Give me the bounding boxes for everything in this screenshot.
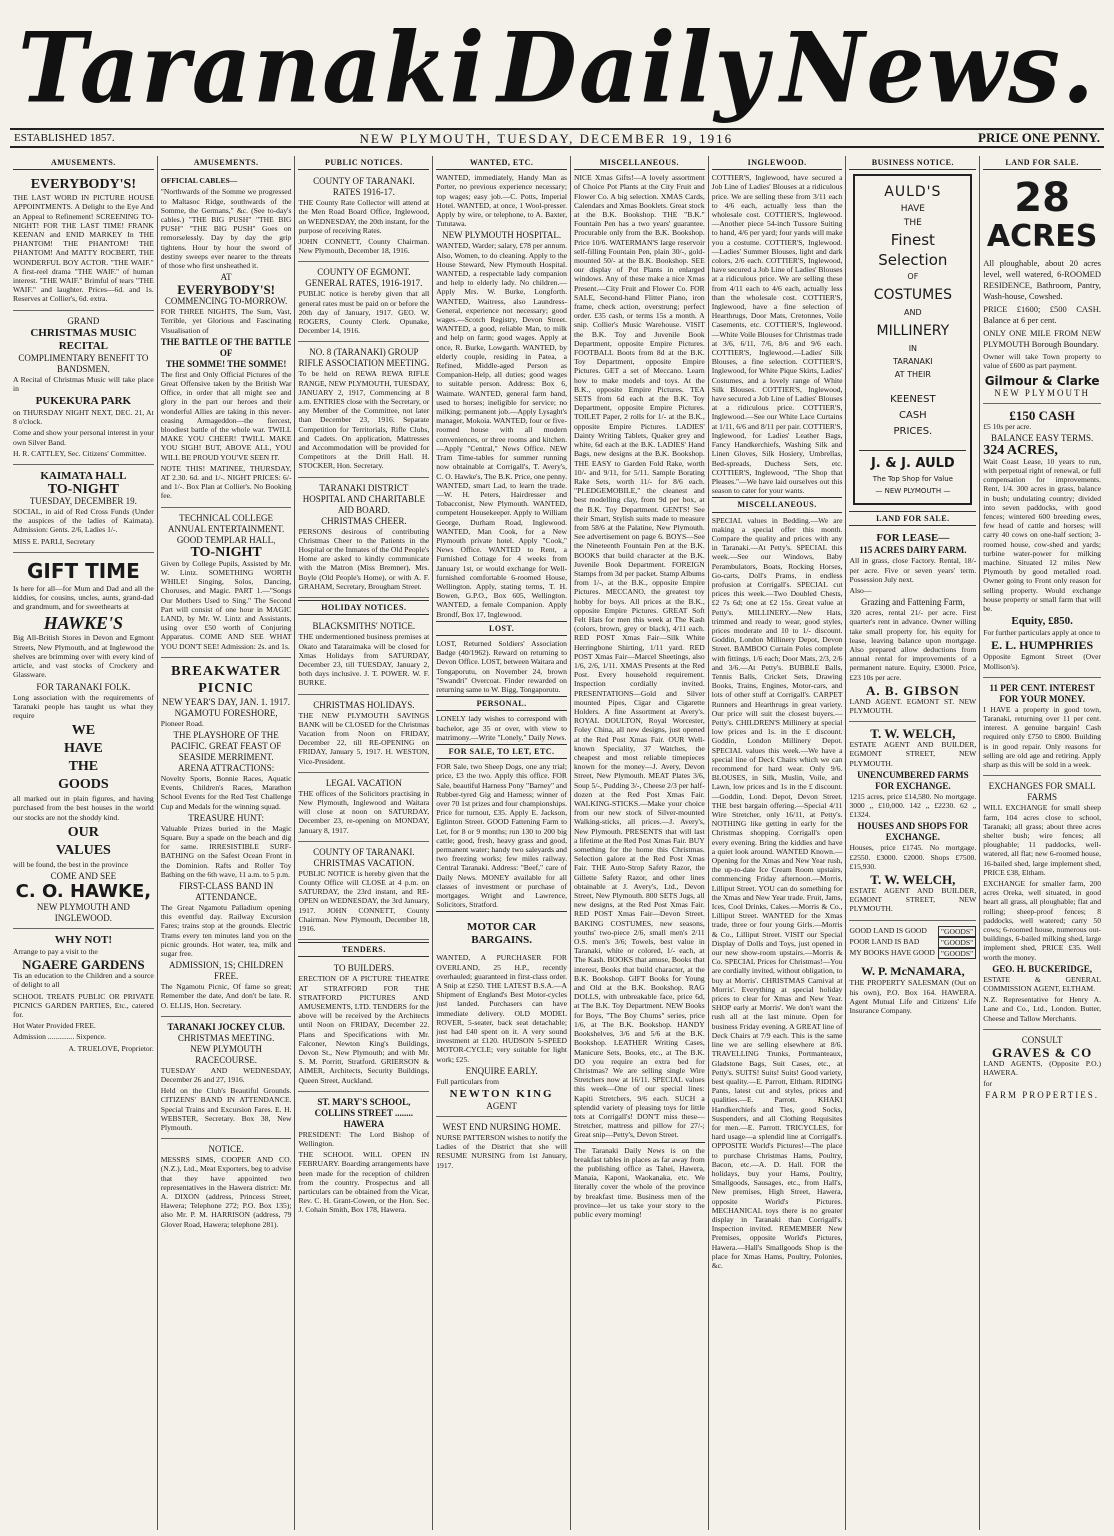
- notice-ad: [161, 1141, 292, 1235]
- motor-ad: [436, 911, 567, 1117]
- notice-title: COUNTY OF TARANAKI.: [313, 846, 415, 857]
- recital-ad: [13, 313, 154, 465]
- notice-title: TO BUILDERS.: [333, 963, 395, 974]
- everybodys-ad: [13, 173, 154, 310]
- ad-text: EXCHANGE for smaller farm, 200 acres Oreka, well situated, in good heart all grass, all ploughable; flat and rolling; sheep-proof fences; 8 paddocks, well watered; carry 50 cows; 6-roomed house, numerous out-buildings, 6-bailed milking shed, large implement shed, PRICE £35. Well worth the money.: [983, 878, 1101, 962]
- ad-title: MOTOR CAR BARGAINS.: [467, 921, 537, 947]
- ad-title: AULD'S: [884, 184, 942, 201]
- ad-text: I HAVE a property in good town, Taranaki, returning over 11 per cent. interest. A genuine bargain! Cash required only £750 to £800. Building is in good repair. Only reasons for selling are old age and retiring. Apply sharp as this will be sold in a week.: [983, 704, 1101, 770]
- masthead: [10, 8, 1104, 128]
- ad-at: AT: [220, 272, 232, 283]
- ad-when: on THURSDAY NIGHT NEXT, DEC. 21, At 8 o'clock.: [13, 408, 154, 427]
- agent-address: ESTATE AGENT AND BUILDER, EGMONT STREET, NEW PLYMOUTH.: [849, 740, 977, 768]
- notice-text: THE offices of the Solicitors practising in New Plymouth, Inglewood and Waitara will close at noon on SATURDAY, December 23, re-opening on MONDAY, January 8, 1917.: [298, 788, 430, 835]
- ad-text: The Great Ngamotu Palladium opening this eventful day. Railway Excursion Fares; trains stop at the grounds. Electric Trams every ten minutes land you on the picnic grounds. Hot water, tea, milk and sugar free.: [160, 902, 292, 958]
- ad-text: Hot Water Provided FREE.: [13, 1021, 96, 1031]
- ad-text: 320 acres, rental 21/- per acre. First quarter's rent in advance. Owner willing take small property for, his equity for lease, leaving balance upon mortgage. Also prepared allow deductions from annual rental for improvements of a permanent nature. Equity, £3000. Price, £23 10s per acre.: [849, 608, 977, 682]
- section-head: MISCELLANEOUS.: [712, 497, 843, 512]
- ad-line: Selection: [878, 251, 948, 270]
- agent-name: GEO. H. BUCKERIDGE,: [992, 963, 1092, 974]
- agent-name: T. W. WELCH,: [870, 872, 956, 888]
- column-head: PUBLIC NOTICES.: [298, 158, 429, 170]
- goods-row: [849, 926, 976, 937]
- slogan-our: OUR: [67, 824, 99, 840]
- ad-text: WANTED, A PURCHASER FOR OVERLAND, 25 H.P., recently overhauled; guaranteed in first-class order. A Snip at £250. THE LATEST B.S.A.—A Shipment of England's Best Motor-cycles just landed. Purchasers can have immediate delivery. OLD MODEL ROVER, 5-seater, back seat detachable; just had £40 spent on it. A very sound investment at £120. HUDSON 5-SPEED MOTOR-CYCLE; very suitable for light work; £25.: [436, 953, 567, 1064]
- nursing-ad: [436, 1119, 567, 1176]
- gibson-ad: [849, 529, 976, 722]
- venue: NGAMOTU FORESHORE,: [174, 707, 278, 718]
- notice-title: ST. MARY'S SCHOOL, COLLINS STREET ........ HAWERA: [314, 1096, 414, 1129]
- classified-text: LONELY lady wishes to correspond with bachelor, age 35 or over, with view to matrimony.—Write "Lonely," Daily News.: [436, 714, 567, 742]
- masthead-word-2: Daily: [497, 11, 770, 125]
- ad-title: NGAERE GARDENS: [22, 957, 145, 973]
- ad-title: BREAKWATER PICNIC: [171, 663, 282, 696]
- agent-name: NEWTON KING: [449, 1088, 554, 1101]
- ngaere-ad: [13, 931, 154, 1059]
- ad-text: for: [983, 1079, 993, 1089]
- ad-subtitle: Grazing and Fattening Farm,: [860, 597, 965, 608]
- notice-title: CHRISTMAS HOLIDAYS.: [313, 699, 415, 710]
- goods-line: GOOD LAND IS GOOD: [849, 925, 927, 935]
- somme-ad: [161, 173, 292, 507]
- notice-subtitle: GENERAL RATES, 1916-1917.: [305, 278, 423, 289]
- column-head: BUSINESS NOTICE.: [849, 158, 976, 170]
- ad-text: £5 10s per acre.: [983, 421, 1032, 431]
- ad-text: Pioneer Road.: [160, 718, 204, 728]
- agent-title: AGENT: [486, 1101, 517, 1112]
- ad-signature: A. TRUELOVE, Proprietor.: [68, 1043, 154, 1053]
- ad-text: Given by College Pupils, Assisted by Mr. W. Lintz. SOMETHING WORTH WHILE! Singing, Solos, Dancing, Choruses, and Magic. PART 1.—"Songs Our Mothers Used to Sing." The Second Part will consist of one hour in MAGIC LAND, by Mr. W. Lintz and Assistants, using over £50 worth of Conjuring Apparatus. COME AND SEE WHAT YOU DON'T SEE! Admission: 2s. and 1s.: [160, 558, 292, 651]
- ad-title: 324 ACRES,: [983, 442, 1058, 458]
- classified-text: WANTED, Warder; salary, £78 per annum. Also, Women, to do cleaning. Apply to the House Steward, New Plymouth Hospital. WANTED, a respectable lady companion and help to elderly lady. No children.—Apply Mrs. W. Burke, Longforth. WANTED, Waitress, also Laundress-General, experience not necessary; good wages.—Scotch Registry, Devon Street. WANTED, a good, reliable Man, to milk and help on farm; good wages. Apply at once, R. Burke, Lowgarth. WANTED, by elderly couple, residing in Patea, a Refined, Middle-aged Person as Companion-Help, all duties; good wages to suitable person. Address: Box 6, Waimate. WANTED, general farm hand, used to horses; ineligible for service; no milking; permanent job.—Apply Lysaght's manager, Mokoia. WANTED, four or five-roomed house with all modern conveniences, or three rooms and kitchen.—Apply "Central," News Office. NEW Tram Time-tables for summer running now obtainable at Corrigall's, T. Avery's, C. O. Hawke's, The B.K. Price, one penny. WANTED, smart Lad, to learn the trade.—W. H. Peters, Hairdresser and Tobacconist, New Plymouth. WANTED, competent Housekeeper. Apply to William George, Durham Road, Inglewood. WANTED, Man Cook, for a New Plymouth private hotel. Apply "Cook," News Office. WANTED to Rent, a Furnished Cottage for 4 weeks from January 1st, or would exchange for Well-furnished comfortable 6-roomed House, Wellington. Apply, stating terms, T. H. Bowen, G.P.O., Box 605, Wellington. WANTED, a female Companion. Apply Brondf, Box 17, Inglewood.: [436, 241, 567, 619]
- column-wanted: [433, 156, 571, 1530]
- store-name: HAWKE'S: [43, 613, 124, 634]
- welch-ad: [849, 724, 976, 920]
- ad-title: TO-NIGHT: [47, 482, 120, 498]
- notice-signature: JOHN CONNETT, County Chairman. New Plymouth, December 18, 1916.: [298, 237, 430, 256]
- slogan-goods: GOODS: [58, 777, 109, 793]
- auld-ad: [853, 174, 972, 505]
- ad-text: Valuable Prizes buried in the Magic Square. Buy a spade on the beach and dig for same. IRRESISTIBLE SURF-BATHING on the Safest Ocean Front in the Dominion. Rafts and Roller Toy Bathing on the 6th wave, 11 a.m. to 5 p.m.: [160, 823, 292, 879]
- notice-title: TARANAKI DISTRICT HOSPITAL AND CHARITABLE AID BOARD.: [302, 482, 425, 515]
- buckeridge-ad: [983, 778, 1101, 1029]
- notice-text: THE SCHOOL WILL OPEN IN FEBRUARY. Boarding arrangements have been made for the reception of children from the country. Prospectus and all particulars can be obtained from the Vicar, Rev. C. H. Grant-Cowen, or the Hon. Sec. J. Cohain Smith, Box 178, Hawera.: [298, 1150, 430, 1215]
- ad-signature: The Ngamotu Picnic, Of fame so great; Remember the date, And don't be late. R. O. ELLIS, Hon. Secretary.: [160, 982, 292, 1010]
- acreage-number: 28: [1014, 175, 1070, 222]
- ad-kicker: GRAND: [67, 315, 100, 326]
- agent-address: ESTATE AGENT AND BUILDER, EGMONT STREET, NEW PLYMOUTH.: [849, 886, 977, 914]
- column-amusements-1: [10, 156, 158, 1530]
- notice-title: COUNTY OF EGMONT.: [317, 267, 411, 278]
- ad-title: FOR LEASE—: [876, 532, 950, 545]
- daily-news-notice: The Taranaki Daily News is on the breakfast tables in places as far away from the publishing office as Tahei, Hawera, Manaia, Kaponi, Waokanaka, etc. We literally cover the whole of the province by breakfast time. Business men of the province—let us take your story to the public every morning!: [574, 1142, 705, 1220]
- ad-text: Held on the Club's Beautiful Grounds. CITIZENS' BAND IN ATTENDANCE. Special Trains and Excursion Fares. E. H. WEBSTER, Secretary. Box 38, New Plymouth.: [160, 1086, 292, 1132]
- ad-text: SCHOOL TREATS PUBLIC OR PRIVATE PICNICS GARDEN PARTIES, Etc., catered for.: [13, 991, 154, 1019]
- ad-signature: MISS E. PARLI, Secretary: [13, 536, 95, 546]
- ad-text: Tis an education to the Children and a source of delight to all: [13, 971, 154, 990]
- ad-line: AND: [904, 308, 922, 318]
- ad-title: NOTICE.: [208, 1144, 244, 1155]
- notice-text: THE County Rate Collector will attend at the Men Road Board Office, Inglewood, on WEDNESDAY, the 20th instant, for the purpose of receiving Rates.: [298, 198, 430, 235]
- ad-subtitle: COMMENCING TO-MORROW.: [164, 296, 288, 307]
- ad-kicker: CONSULT: [1021, 1034, 1063, 1045]
- ad-line: IN: [908, 344, 918, 354]
- notice-text: PUBLIC notice is hereby given that all general rates must be paid on or before the 20th day of January, 1917. GEO. W. ROGERS, County Clerk. Opunake, December 14, 1916.: [298, 289, 430, 336]
- section-head: LOST.: [436, 621, 567, 636]
- slogan-values: VALUES: [55, 842, 111, 858]
- venue: GOOD TEMPLAR HALL,: [176, 534, 276, 545]
- dateline: [10, 128, 1104, 148]
- ad-subtitle: FOR TARANAKI FOLK.: [36, 681, 131, 692]
- ad-text: SOCIAL, in aid of Red Cross Funds (Under the auspices of the ladies of Kaimata). Admission: Gents. 2/6, Ladies 1/-.: [13, 507, 154, 535]
- ad-text: Full particulars from: [436, 1076, 500, 1086]
- agent-name: W. P. McNAMARA,: [861, 964, 965, 979]
- column-head: INGLEWOOD.: [712, 158, 843, 170]
- technical-ad: [161, 510, 292, 658]
- column-head: WANTED, ETC.: [436, 158, 567, 170]
- goods-line: POOR LAND IS BAD: [849, 936, 920, 946]
- ad-text: will be found, the best in the province: [13, 859, 129, 869]
- acreage-unit: ACRES: [986, 219, 1098, 255]
- ad-line: AT THEIR: [894, 370, 931, 380]
- notice-rifle: [298, 344, 429, 477]
- ad-text: Come and show your personal interest in your own Silver Band.: [13, 428, 154, 447]
- classified-text: FOR Sale, two Sheep Dogs, one any trial; price, £3 the two. Apply this office. FOR Sale, beautiful Harness Pony "Barney" and Rubber-tyred Gig and Harness; winner of over 70 1st prizes and four championships. Price for turnout, £35. Apply E. Jackson, Eglinton Street. GOOD Fattening Farm to Let, for 8 or 9 months; run 130 to 200 big cattle; good, fresh, heavy grass and good, permanent water; handy two saleyards and two freezing works; few miles railway. Central Taranaki. Address: "Beef," care of Daily News. MONEY available for all classes of investment or purchase of mortgages. Wright and Lawrence, Solicitors, Stratford.: [436, 762, 567, 910]
- ad-admission: ADMISSION, 1S; CHILDREN FREE.: [168, 960, 284, 982]
- ad-subtitle: TECHNICAL COLLEGE ANNUAL ENTERTAINMENT.: [168, 512, 285, 534]
- notice-text: ERECTION OF A PICTURE THEATRE AT STRATFORD FOR THE STRATFORD PICTURES AND AMUSEMENTS, LTD. TENDERS for the above will be received by the Architects until Noon on FRIDAY, December 22. Plans and Specifications with Mr. Falconer, Newton King's Buildings, Devon St., New Plymouth; and with Mr. S. M. Porritt, Stratford. GRIERSON & AIMER, Architects, Security Buildings, Queen Street, Auckland.: [298, 974, 430, 1085]
- section-head: HOLIDAY NOTICES.: [298, 600, 429, 615]
- ad-text: All ploughable, about 20 acres level, well watered, 6-ROOMED RESIDENCE, Bathroom, Pantry, Wash-house, Cowshed.: [983, 258, 1101, 302]
- ad-text: THE LAST WORD IN PICTURE HOUSE APPOINTMENTS. A Delight to the Eye And an Appeal to Refinement! SCREENING TO-NIGHT! FOR THE LAST TIME! FRANK KEENAN and ENID MARKEY In THE PHANTOM! THE PHANTOM! THE PHANTOM! And MATTY ROCBERT, THE WONDERFUL BOY ACTOR. "THE WAIF." A first-reel drama "THE WAIF." of human interest. "THE WAIF." Brimful of tears "THE WAIF." and laughter. Prices—6d. and 1s. Reserves at Collier's, 6d. extra.: [13, 193, 154, 304]
- jockey-ad: [161, 1019, 292, 1139]
- notice-subtitle: CHRISTMAS VACATION.: [313, 857, 415, 868]
- store-name: J. & J. AULD: [859, 450, 966, 473]
- price: PRICE ONE PENNY.: [978, 130, 1100, 145]
- ad-date: NEW YEAR'S DAY, JAN. 1. 1917.: [162, 696, 291, 707]
- ad-place: NEW PLYMOUTH AND INGLEWOOD.: [36, 901, 130, 923]
- notice-subtitle: CHRISTMAS CHEER.: [321, 515, 407, 526]
- notice-tender: [298, 960, 429, 1091]
- ad-text: Novelty Sports, Bonnie Races, Aquatic Events, Children's Races, Marathon School Events for the Red Test Challenge Cup and Medals for the winning squad.: [160, 773, 292, 811]
- established: ESTABLISHED 1857.: [14, 132, 115, 144]
- place-date: NEW PLYMOUTH, TUESDAY, DECEMBER 19, 1916: [359, 130, 734, 146]
- ad-subtitle: THE PLAYSHORE OF THE PACIFIC. GREAT FEAST OF SEASIDE MERRIMENT.: [170, 729, 282, 762]
- store-slogan: The Top Shop for Value: [872, 475, 953, 484]
- ad-title: WEST END NURSING HOME.: [442, 1122, 561, 1133]
- ad-title: GIFT TIME: [26, 558, 140, 583]
- ad-text: NOTE THIS! MATINEE, THURSDAY, AT 2.30. 6d. and 1/-. NIGHT PRICES: 6/- and 1/-. Box Plan at Collier's. No Booking fee.: [160, 463, 292, 501]
- ad-text: "Northwards of the Somme we progressed to Maltasoc Ridge, southwards of the Somme, the Germans," &c. (See to-day's cables.) "THE BIG PUSH" "THE BIG PUSH" "THE BIG PUSH" Goes on remorselessly. Day by day the grip tightens. Hour by hour the sword of destiny sweeps ever nearer to the threats of those who first unsheathed it.: [160, 187, 292, 271]
- ad-line: TARANAKI: [893, 357, 933, 367]
- ad-kicker: WHY NOT!: [54, 933, 113, 946]
- column-amusements-2: [158, 156, 296, 1530]
- notice-subtitle: PRESIDENT: The Lord Bishop of Wellington.: [298, 1129, 430, 1149]
- classified-text: NICE Xmas Gifts!—A lovely assortment of Choice Pot Plants at the City Fruit and Flower Co. A big selection. XMAS Cards, Calendars and Xmas Booklets. Great stock at the B.K. Bookshop. THE "B.K." Fountain Pen has a two years' guarantee. Procurable only from the B.K. Bookshop. Price 10/6. WATERMAN'S large reservoir self-filling Fountain Pen, plain 30/-, gold-mounted 50/- at the B.K. Bookshop. SEE our display of Pot Plants in enlarged windows. Any of these make a nice Xmas Present.—City Fruit and Flower Co. FOR SALE, Second-hand Flitter Piano, iron frame, check action, overstrung; perfect order. £35 cash, or terms 15s a month. A snip. Collier's Music Warehouse. VISIT the B.K. Toy and Juvenile Book Department, opposite Empire Pictures. FOOTBALL Boots from 8d at the B.K. Toy Department, opposite Empire Pictures. GET a set of Meccano. Learn how to make models and toys. At the B.K., opposite Empire Pictures. TEA SETS from 6d each at the B.K. Toy Department, opposite Empire Pictures. TOILET Paper, 2 rolls for 1/- at the B.K., opposite Empire Pictures. LADIES' Dainty Writing Tablets, Quaker grey and white, 6d each at the B.K. LADIES' Hand Bags, new designs at the B.K. Bookshop. THE EASY to Garden Fold Rake, worth 10/- and 9/11, for 5/11. Sample Borating Rake Sets, worth 11/- for 8/6 each. "PLEDGEMOBILE," the cleanest and best modelling clay, from 9d per box, at the B.K. Toy Department. GENTS! See their Smart, Stylish suits made to measure from 58/6 at the Palatine, New Plymouth. See advertisement on page 6. BOYS—See the Nineteenth Fountain Pen at the B.K. BOOKS that build character at the B.K. Juvenile Book Department. FOREIGN Stamps from 3d per packet. Stamp Albums from 1/-, at the B.K., opposite Empire Pictures. MECCANO, the greatest toy hobby for boys. All prices at the B.K., opposite Empire Pictures. GREAT Soft Felt Hats for men this week at The Kash (colors, brown, grey or black), 4/11 each. RED POST Xmas Fair—Silk White Herringbone Shirting, 1/11 yard. RED POST Xmas Fair—Marcel Sheetings, also 1/6, 2/6, 1/11. XMAS Presents at the Red Post. Every household requirement. Inspection cordially invited. PRESENTATIONS—Gold and Silver mounted Pipes, Cigar and Cigarette Holders. A fine Assortment at Avery's. ROYAL DOULTON, Royal Worcester, Foley China, all new designs, just opened at the Red Post Xmas Fair. OUR Well-known Speciality, 37 Watches, the cheapest and most reliable timepieces known for the money—J. Avery, Devon Street, New Plymouth. MEAT Plates 3/6, Soup 5/-, Pudding 3/-, Cheese 2/3 per half-dozen at the Red Post Xmas Fair. WALKING-STICKS.—Make your choice from our new stock of Silver-mounted Walking-sticks, all prices.—J. Avery's, New Plymouth. PRESENTS that will last a lifetime at the Red Post Xmas Fair. BUY something for the home this Christmas. Selection galore at the Red Post Xmas Fair. THE Auto-Strop Safety Razor, the Gillette Safety Razor, and other lines obtainable at J. Avery's, Ltd., Devon Street, New Plymouth. 800 SETS Jugs, all new designs, at the Red Post Xmas Fair. RED POST Xmas Fair—Devon Street. BAKING COSTUMES, new seasons, youths' two-piece 2/6, small men's 2/11 O.S. men's 3/6; Towels, best value in Taranaki, white or colored, 1/- each, at The Kash. BOOKS that amuse, Books that interest, Books that build character, at the B.K. Bookshop. GIFT Books for Young and Old at the B.K. Bookshop. RAG DOLLS, with unbreakable face, price 6d, at The B.K. Toy Department. NEW Books for Boys, "The Boy Chums" series, price 1/6, at The B.K. Bookshop. HANDY Bookshelves, 3/6 and 5/6 at the B.K. Bookshop. LEATHER Writing Cases, Manicure Sets, Books, etc., at The B.K. DO you require an extra bed for Christmas? We are selling single Wire Stretchers now at 16/11. SPECIAL values this week—One of our special lines: Kapiti Stretchers, 9/6 each. SUCH a splendid variety of pleasing toys for little tots at Corrigall's! DON'T miss these—Stretcher, mattress and pillow for 27/-; Great snip—Petty's, Devon Street.: [573, 173, 705, 1140]
- masthead-word-3: News.: [780, 11, 1096, 125]
- ad-text: WILL EXCHANGE for small sheep farm, 104 acres close to school, Taranaki; all grass; about three acres shelter bush; wire fences; all ploughable; 11 paddocks, well-watered, all flat; new 6-roomed house, 16-bailed shed, large implement shed, PRICE £38, Eltham.: [983, 803, 1101, 877]
- goods-word: "GOODS": [938, 948, 976, 959]
- ad-text: FOR THREE NIGHTS, The Sum, Vast, Terrible, yet Glorious and Fascinating Visualisation of: [160, 307, 292, 335]
- slogan-have: HAVE: [64, 741, 103, 757]
- ad-subtitle: ENQUIRE EARLY.: [465, 1065, 538, 1076]
- notice-text: THE undermentioned business premises at Okato and Tataraimaka will be closed for Xmas Holidays from SATURDAY, December 23, till TUESDAY, January 2, both days inclusive. J. T. POWER. W. F. BURKE.: [298, 632, 430, 688]
- notice-subtitle: RATES 1916-17.: [332, 187, 395, 198]
- ad-title: TARANAKI JOCKEY CLUB.: [167, 1021, 285, 1032]
- venue: KAIMATA HALL: [40, 470, 127, 483]
- notice-text: PUBLIC NOTICE is hereby given that the County Office will CLOSE at 4 p.m. on SATURDAY, the 23rd instant, and RE-OPEN on WEDNESDAY, the 3rd January, 1917. JOHN CONNETT, County Chairman. New Plymouth, December 18, 1916.: [298, 868, 430, 933]
- ad-text: Is here for all—for Mum and Dad and all the kiddies, for cousins, uncles, aunts, grand-dad and grandmum, and for sweethearts at: [13, 583, 154, 612]
- ad-line: MILLINERY: [876, 323, 950, 340]
- notice-egmont: [298, 264, 429, 342]
- ad-text: MESSRS SIMS, COOPER AND CO. (N.Z.), Ltd., Meat Exporters, beg to advise that they have appointed two representatives in the Hawera district: Mr. A. DIXON (address, Princess Street, Hawera; Telephone 272; P.O. Box 135); also Mr. P. M. HARRISON (address, 79 Glover Road, Hawera; telephone 281).: [160, 1155, 292, 1229]
- agent-title: ESTATE & GENERAL COMMISSION AGENT, ELTHAM.: [983, 974, 1101, 993]
- column-business: [846, 156, 980, 1530]
- masthead-word-1: Taranaki: [18, 11, 487, 125]
- ad-subtitle: TREASURE HUNT:: [188, 812, 265, 823]
- notice-text: To be held on REWA REWA RIFLE RANGE, NEW PLYMOUTH, TUESDAY, JANUARY 2, 1917, Commencing at 8 a.m. ENTRIES close with the Secretary, or any Member of the Committee, not later than December 23, 1916. Separate Competition for Territorials, Rifle Clubs, and Cadets. On application, Mattresses and Accommodation will be provided for Competitors at the Drill Hall. H. STOCKER, Hon. Secretary.: [298, 369, 430, 471]
- notice-title: LEGAL VACATION: [325, 777, 402, 788]
- agent-address: THE PROPERTY SALESMAN (Out on his own), P.O. Box 164. HAWERA. Agent Mutual Life and Citizens' Life Insurance Company.: [849, 978, 977, 1015]
- ad-text: N.Z. Representative for Henry A. Lane and Co., Ltd., London. Butter, Cheese and Tallow Merchants.: [983, 995, 1101, 1023]
- ad-title: CHRISTMAS MUSIC RECITAL: [30, 326, 137, 352]
- ad-text: The first and Only Official Pictures of the Great Offensive taken by the British War Office, in order that all might see and glory in the part our heroes and their wonderful Allies are taking in this never-ceasing Armageddon—the fiercest, bloodiest battle of the whole war. TWILL MAKE YOU CHEER! TWILL MAKE YOU SIGH! BUT, ABOVE ALL, YOU WILL BE PROUD YOU'VE SEEN IT.: [160, 369, 292, 462]
- ad-line: COSTUMES: [873, 287, 952, 304]
- ad-title: TO-NIGHT: [190, 544, 262, 560]
- agent-name: GRAVES & CO: [991, 1044, 1093, 1060]
- ad-line: PRICES.: [893, 426, 933, 438]
- ad-price: PRICE £1600; £500 CASH. Balance at 6 per cent.: [983, 304, 1101, 326]
- ad-subtitle: BALANCE EASY TERMS.: [990, 432, 1094, 443]
- ad-title: EVERYBODY'S!: [30, 177, 137, 193]
- ad-text: Owner will take Town property to value of £600 as part payment.: [983, 352, 1101, 371]
- ad-subtitle: ARENA ATTRACTIONS:: [177, 762, 275, 773]
- ad-text: Houses, price £1745. No mortgage. £2550. £3000. £2000. Shops £7500. £15,930.: [849, 843, 977, 871]
- notice-legal: [298, 775, 429, 842]
- ad-date: TUESDAY AND WEDNESDAY, December 26 and 27, 1916.: [160, 1065, 292, 1084]
- classified-heading: NEW PLYMOUTH HOSPITAL.: [442, 230, 562, 241]
- ad-kicker: OFFICIAL CABLES—: [160, 176, 238, 186]
- notice-county-vacation: [298, 844, 429, 940]
- ad-subtitle: FIRST-CLASS BAND IN ATTENDANCE.: [179, 880, 274, 902]
- agent-name: A. B. GIBSON: [866, 682, 960, 698]
- agent-name: Gilmour & Clarke: [984, 373, 1100, 388]
- ad-text: ONLY ONE MILE FROM NEW PLYMOUTH Borough Boundary.: [983, 328, 1101, 350]
- acres-324-ad: [983, 406, 1101, 678]
- ad-title: EVERYBODY'S!: [177, 282, 275, 298]
- column-inglewood: [709, 156, 847, 1530]
- ad-battle: THE BATTLE OF THE BATTLE OF: [160, 336, 292, 358]
- notice-savings: [298, 697, 429, 773]
- ad-equity: Equity, £850.: [1011, 615, 1073, 628]
- goods-line: MY BOOKS HAVE GOOD: [849, 948, 935, 958]
- columns: [10, 156, 1104, 1530]
- column-public-notices: [295, 156, 433, 1530]
- graves-ad: [983, 1032, 1101, 1106]
- ad-subtitle: UNENCUMBERED FARMS FOR EXCHANGE.: [857, 769, 969, 791]
- notice-title: COUNTY OF TARANAKI.: [313, 176, 415, 187]
- classified-text: LOST, Returned Soldiers' Association Badge (40/1962). Reward on returning to Devon Office. LOST, between Waitara and Tongaporutu, on November 24, brown "Swandri" Overcoat. Finder rewarded on returning same to W. Bigg, Tongaporutu.: [436, 638, 567, 694]
- goods-row: [849, 937, 976, 948]
- agent-name: E. L. HUMPHRIES: [991, 638, 1094, 653]
- agent-name: T. W. WELCH,: [870, 726, 956, 742]
- notice-blacksmiths: [298, 618, 429, 694]
- notice-text: THE NEW PLYMOUTH SAVINGS BANK will be CLOSED for the Christmas Vacation from Noon on FRIDAY, December 22, till RE-OPENING on FRIDAY, January 5, 1917. H. WESTON, Vice-President.: [298, 710, 430, 766]
- ad-title: £150 CASH: [1009, 407, 1075, 423]
- ad-text: Wait Coast Lease, 10 years to run, with perpetual right of renewal, or full compensation for improvements. Rent, 1/4. 300 acres in grass, balance in bush; undulating country; divided into seven paddocks, with good fences; wintered 600 breeding ewes, few head of cattle and horses; will carry 40 cows on one-half section; 3-roomed house, cow-shed and yards; turbine water-power for milking machine. Situated 12 miles New Plymouth by good metalled road. Owner going to Front only reason for selling property. Would exchange house property or small farm that will be.: [983, 456, 1101, 614]
- column-head: MISCELLANEOUS.: [574, 158, 705, 170]
- classified-text: SPECIAL values in Bedding.—We are making a special offer this month. Compare the quality and prices with any in Taranaki.—At Petty's. SPECIAL this week.—See our Windows, Baby Perambulators, Boats, Rocking Horses, Go-carts, Doll's Prams, in endless profusion at Corrigall's. SPECIAL cut prices this week.—Two Doubled Chests, £2 7s 6d; one at £2 15s. Great value at Petty's. MILLINERY.—New Hats, trimmed and ready to wear, good styles, prices moderate and 10 to 1/- discount. Goddin, London Millinery Depot, Devon Street. BAMBOO Curtain Poles complete with fittings, 1/6 each; Door Mats, 2/3, 2/6 and 3/6.—At Petty's. BUBBLE Balls, Tennis Balls, Cricket Sets, Drawing Books, Trains, Engines, Motor-cars, and lots of other stuff at Corrigall's. CARPET Runners and Hearthrugs in great variety. Our price will suit the closest buyers.—Petty's. CHILDREN'S Millinery at special low prices and 1s. in the £ discount. Goddin, London Millinery Depot. SPECIAL values this week.—We have a special line of Deck Chairs which we can recommend for hard wear. Only 9/6. BLOUSES, in Silk, Muslin, Voile, and Lawn, low prices and 1s in the £ discount.—Goddin, Lond. Depot, Devon Street. THE best bargain offering.—Special 4/11 Wire Stretcher, only 16/11, at Petty's. NOTHING like getting in early for the Christmas shopping. Corrigall's open every evening. Bring the kiddies and have a quiet look around. WANTED Known.—Opening for the Xmas and New Year rush, the up-to-date Ice Cream Room upstairs, commencing Friday afternoon.—Morris, Lilliput Street. YOU can do something for the Xmas and New Year trade. Fruit, Jams, Ices, Cool Drinks, Cakes.—Morris & Co., Lilliput Street. WANTED for the Xmas trade, three or four young Girls.—Morris & Co., Lilliput Street. VISIT our Special Display of Dolls and Toys, just opened in our new show-room upstairs.—Morris & Co. SPECIAL Prices for Christmas!—You are cordially invited, without obligation, to buy at Morris'. CHRISTMAS Carnival at Morris'. Everything at special holiday prices to clear for Xmas and New Year. SHOP early at Morris'. We don't want the rush all at the last minute. Open for business Friday evening. A GREAT line of Deck Chairs at 7/9 each. This is the same line we are selling elsewhere at 8/6. TRAVELLING Trunks, Portmanteaux, Gladstone Bags, Suit Cases, etc., at Petty's. SUITS! Suits! Suits! Good variety, best quality.—E. Parrott, Eltham. RIDING Pants, latest cut and styles, prices and qualities.—E. Parrott. KHAKI Handkerchiefs and Ties, good Socks, Suspenders, and all Clothing Requisites for men.—E. Parrott. TRICYCLES, for hard usage—a splendid line at Corrigall's. OPPOSITE World's Pictures!—The place to purchase Christmas Hams, Poultry, Bacon, etc.—A. D. Hall. FOR the holidays, buy your Hams, Poultry, Smallgoods, Sausages, etc., from Hall's, New premises, High Street, Hawera, opposite World's Pictures. MECHANICAL toys there is no greater display in Taranaki than Corrigall's. Inspection invited. REMEMBER New Premises, opposite World's Pictures, Hawera.—Hall's Smallgoods Shop is the place for Xmas Hams, Poultry, Polonies, &c.: [711, 515, 843, 1270]
- agent-address: LAND AGENTS, (Opposite P.O.) HAWERA.: [983, 1058, 1101, 1077]
- notice-text: PERSONS desirous of contributing Christmas Cheer to the Patients in the Hospital or the Inmates of the Old People's Home are asked to kindly communicate with the Matron (Miss Bremner), Mrs. Boyle (Old People's Home), or with A. F. GRAHAM, Secretary, Brougham Street.: [298, 526, 430, 591]
- ad-line: CASH: [899, 410, 927, 422]
- ad-text: A Recital of Christmas Music will take place in: [13, 374, 154, 393]
- venue: PUKEKURA PARK: [35, 395, 132, 408]
- goods-word: "GOODS": [938, 937, 976, 948]
- ad-text: For further particulars apply at once to: [983, 628, 1101, 638]
- ad-subtitle: HOUSES AND SHOPS FOR EXCHANGE.: [857, 821, 969, 843]
- column-miscellaneous: [571, 156, 709, 1530]
- ad-text: Also—: [849, 586, 872, 596]
- ad-text: Big All-British Stores in Devon and Egmont Streets, New Plymouth, and at Inglewood the shelves are brimming over with every kind of article, and vast stocks of Crockery and Glassware.: [13, 633, 154, 680]
- notice-title: BLACKSMITHS' NOTICE.: [312, 621, 416, 632]
- ad-text: all marked out in plain figures, and having purchased from the best houses in the world our stocks are not the shoddy kind.: [13, 794, 154, 822]
- ad-somme: THE SOMME! THE SOMME!: [165, 358, 287, 369]
- section-head: TENDERS.: [298, 942, 429, 957]
- ad-date: TUESDAY, DECEMBER 19.: [29, 496, 137, 507]
- breakwater-ad: [161, 660, 292, 1017]
- venue: NEW PLYMOUTH RACECOURSE.: [190, 1043, 262, 1065]
- ad-text: All in grass, close Factory. Rental, 18/- per acre. Five or seven years' term. Possession July next.: [849, 556, 977, 584]
- ad-text: 1215 acres, price £14,580. No mortgage. 3000 ,, £10,000. 142 ,, £2230. 62 ,, £1324.: [849, 791, 977, 820]
- column-head: AMUSEMENTS.: [161, 158, 292, 170]
- ad-line: KEENEST: [890, 394, 936, 406]
- ad-subtitle: FARM PROPERTIES.: [985, 1090, 1100, 1101]
- ad-subtitle: COMPLIMENTARY BENEFIT TO BANDSMEN.: [18, 352, 149, 374]
- column-head: AMUSEMENTS.: [13, 158, 154, 170]
- hawke-ad: [13, 555, 154, 929]
- ad-line: HAVE: [900, 204, 925, 215]
- ad-text: NURSE PATTERSON wishes to notify the Ladies of the District that she will RESUME NURSING from 1st January, 1917.: [436, 1133, 567, 1170]
- mcnamara-ad: [849, 923, 976, 1021]
- ad-subtitle: CHRISTMAS MEETING.: [177, 1032, 275, 1043]
- section-head: FOR SALE, TO LET, ETC.: [436, 744, 567, 759]
- agent-address: LAND AGENT. EGMONT ST. NEW PLYMOUTH.: [849, 696, 977, 716]
- acres-28-ad: [983, 173, 1101, 403]
- classified-text: WANTED, immediately, Handy Man as Porter, no previous experience necessary; top wages; easy job.—C. Potts, Imperial Hotel. WANTED, at once, 1 Wool-presser. Apply by wire, or telephone, to A. Baxter, Tututawa.: [436, 173, 567, 229]
- ad-line: Finest: [890, 231, 935, 250]
- ad-title: EXCHANGES FOR SMALL FARMS: [988, 781, 1096, 803]
- ad-subtitle: 115 ACRES DAIRY FARM.: [859, 545, 967, 556]
- notice-school: [298, 1094, 429, 1221]
- agent-place: NEW PLYMOUTH: [994, 387, 1090, 398]
- ad-text: Admission .............. Sixpence.: [13, 1032, 107, 1042]
- ad-subtitle: COME AND SEE: [50, 870, 117, 881]
- notice-hospital: [298, 480, 429, 598]
- classified-text: COTTIER'S, Inglewood, have secured a Job Line of Ladies' Blouses at a ridiculous price. We are selling these from 3/11 each to 4/6 each, actually less than the wholesale cost. COTTIER'S, Inglewood.—Another piece 54-inch Tussore Suiting to hand, 4/6 per yard; four yards will make you a costume. COTTIER'S, Inglewood.—Ladies' Summer Blouses, light and dark colors, 2/6 each. COTTIER'S, Inglewood, have secured a Job Line of Ladies' Blouses at a ridiculous price. We are selling these from 4/11 each to 4/6 each, actually less than the wholesale cost. COTTIER'S, Inglewood, have a fine selection of Hearthrugs, Door Mats, Cretonnes, Voile Casements, etc. COTTIER'S, Inglewood.—White Voile Blouses for Christmas trade at 3/6, 6/11, 7/6, 8/6 and 9/6 each. COTTIER'S, Inglewood.—Ladies' Silk Blouses, a fine selection. COTTIER'S, Inglewood, for White Pique Skirts, Ladies' Costumes, and a lovely range of White Silk Blouses. COTTIER'S, Inglewood, have secured a Job Line of Ladies' Blouses at a ridiculous price. COTTIER'S, Inglewood.—See our White Lace Curtains at 1/11, 6/6 and 8/11 per pair. COTTIER'S, Inglewood, for Ladies' Leather Bags, Fancy Handkerchiefs, Washing Silk and Linen Gloves, Silk Hosiery, Umbrellas, Bed-spreads, Duchess Sets, etc. COTTIER'S, Inglewood, "The Shop that Pleases."—We have laid ourselves out this season to cater for your wants.: [711, 173, 843, 496]
- slogan-we: WE: [71, 723, 96, 739]
- column-head: LAND FOR SALE.: [983, 158, 1101, 170]
- goods-word: "GOODS": [938, 926, 976, 937]
- store-place: — NEW PLYMOUTH —: [875, 487, 951, 496]
- ad-signature: H. R. CATTLEY, Sec. Citizens' Committee.: [13, 448, 147, 458]
- slogan-the: THE: [68, 759, 99, 775]
- ad-title: 11 PER CENT. INTEREST FOR YOUR MONEY.: [989, 682, 1095, 704]
- ad-line: THE: [903, 218, 922, 229]
- ad-text: Arrange to pay a visit to the: [13, 946, 98, 956]
- column-land-for-sale: [980, 156, 1104, 1530]
- goods-row: [849, 948, 976, 959]
- section-head: PERSONAL.: [436, 696, 567, 711]
- notice-title: NO. 8 (TARANAKI) GROUP RIFLE ASSOCIATION MEETING.: [298, 347, 430, 369]
- section-head: LAND FOR SALE.: [849, 511, 976, 526]
- store-owner: C. O. HAWKE,: [15, 880, 152, 902]
- notice-rates: [298, 173, 429, 262]
- ad-line: OF: [907, 272, 919, 282]
- newspaper-page: [10, 8, 1104, 1530]
- agent-address: Opposite Egmont Street (Over Mollison's).: [983, 652, 1101, 671]
- ad-text: Long association with the requirements of Taranaki people has taught us what they require: [13, 692, 154, 720]
- kaimata-ad: [13, 467, 154, 553]
- interest-ad: [983, 680, 1101, 776]
